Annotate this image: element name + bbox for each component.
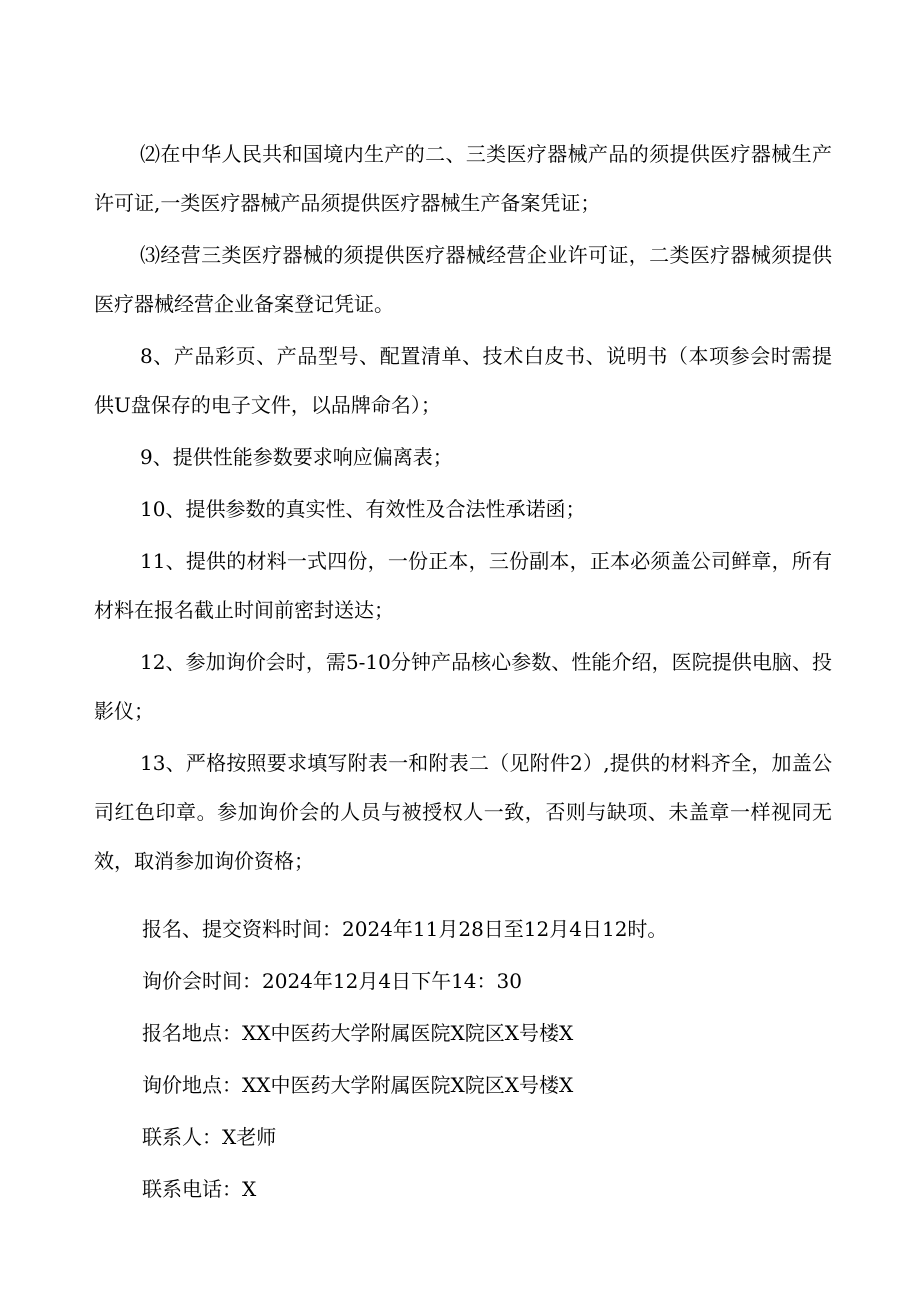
- inquiry-meeting-time: 询价会时间：2024年12月4日下午14：30: [142, 969, 522, 993]
- paragraph-item-10: 10、提供参数的真实性、有效性及合法性承诺函；: [140, 497, 586, 521]
- inquiry-location: 询价地点：XX中医药大学附属医院X院区X号楼X: [142, 1073, 574, 1097]
- contact-phone: 联系电话：X: [142, 1177, 257, 1201]
- requirements-section: [94, 130, 832, 889]
- paragraph-item-13: 13、严格按照要求填写附表一和附表二（见附件2）,提供的材料齐全，加盖公司红色印章。参加询价会的人员与被授权人一致，否则与缺项、未盖章一样视同无效，取消参加询价资格；: [94, 751, 832, 873]
- registration-location: 报名地点：XX中医药大学附属医院X院区X号楼X: [142, 1021, 574, 1045]
- paragraph-operation-license: ⑶经营三类医疗器械的须提供医疗器械经营企业许可证，二类医疗器械须提供医疗器械经营企业备案登记凭证。: [94, 243, 832, 316]
- paragraph-production-license: ⑵在中华人民共和国境内生产的二、三类医疗器械产品的须提供医疗器械生产许可证,一类医疗器械产品须提供医疗器械生产备案凭证；: [94, 142, 832, 215]
- paragraph-item-11: 11、提供的材料一式四份，一份正本，三份副本，正本必须盖公司鲜章，所有材料在报名截止时间前密封送达；: [94, 549, 832, 622]
- registration-time: 报名、提交资料时间：2024年11月28日至12月4日12时。: [142, 917, 668, 941]
- contact-person: 联系人：X老师: [142, 1125, 277, 1149]
- paragraph-item-12: 12、参加询价会时，需5-10分钟产品核心参数、性能介绍，医院提供电脑、投影仪；: [94, 650, 832, 723]
- contact-info-section: [142, 905, 832, 1217]
- paragraph-item-8: 8、产品彩页、产品型号、配置清单、技术白皮书、说明书（本项参会时需提供U盘保存的电子文件，以品牌命名）；: [94, 344, 832, 417]
- paragraph-item-9: 9、提供性能参数要求响应偏离表；: [140, 445, 453, 469]
